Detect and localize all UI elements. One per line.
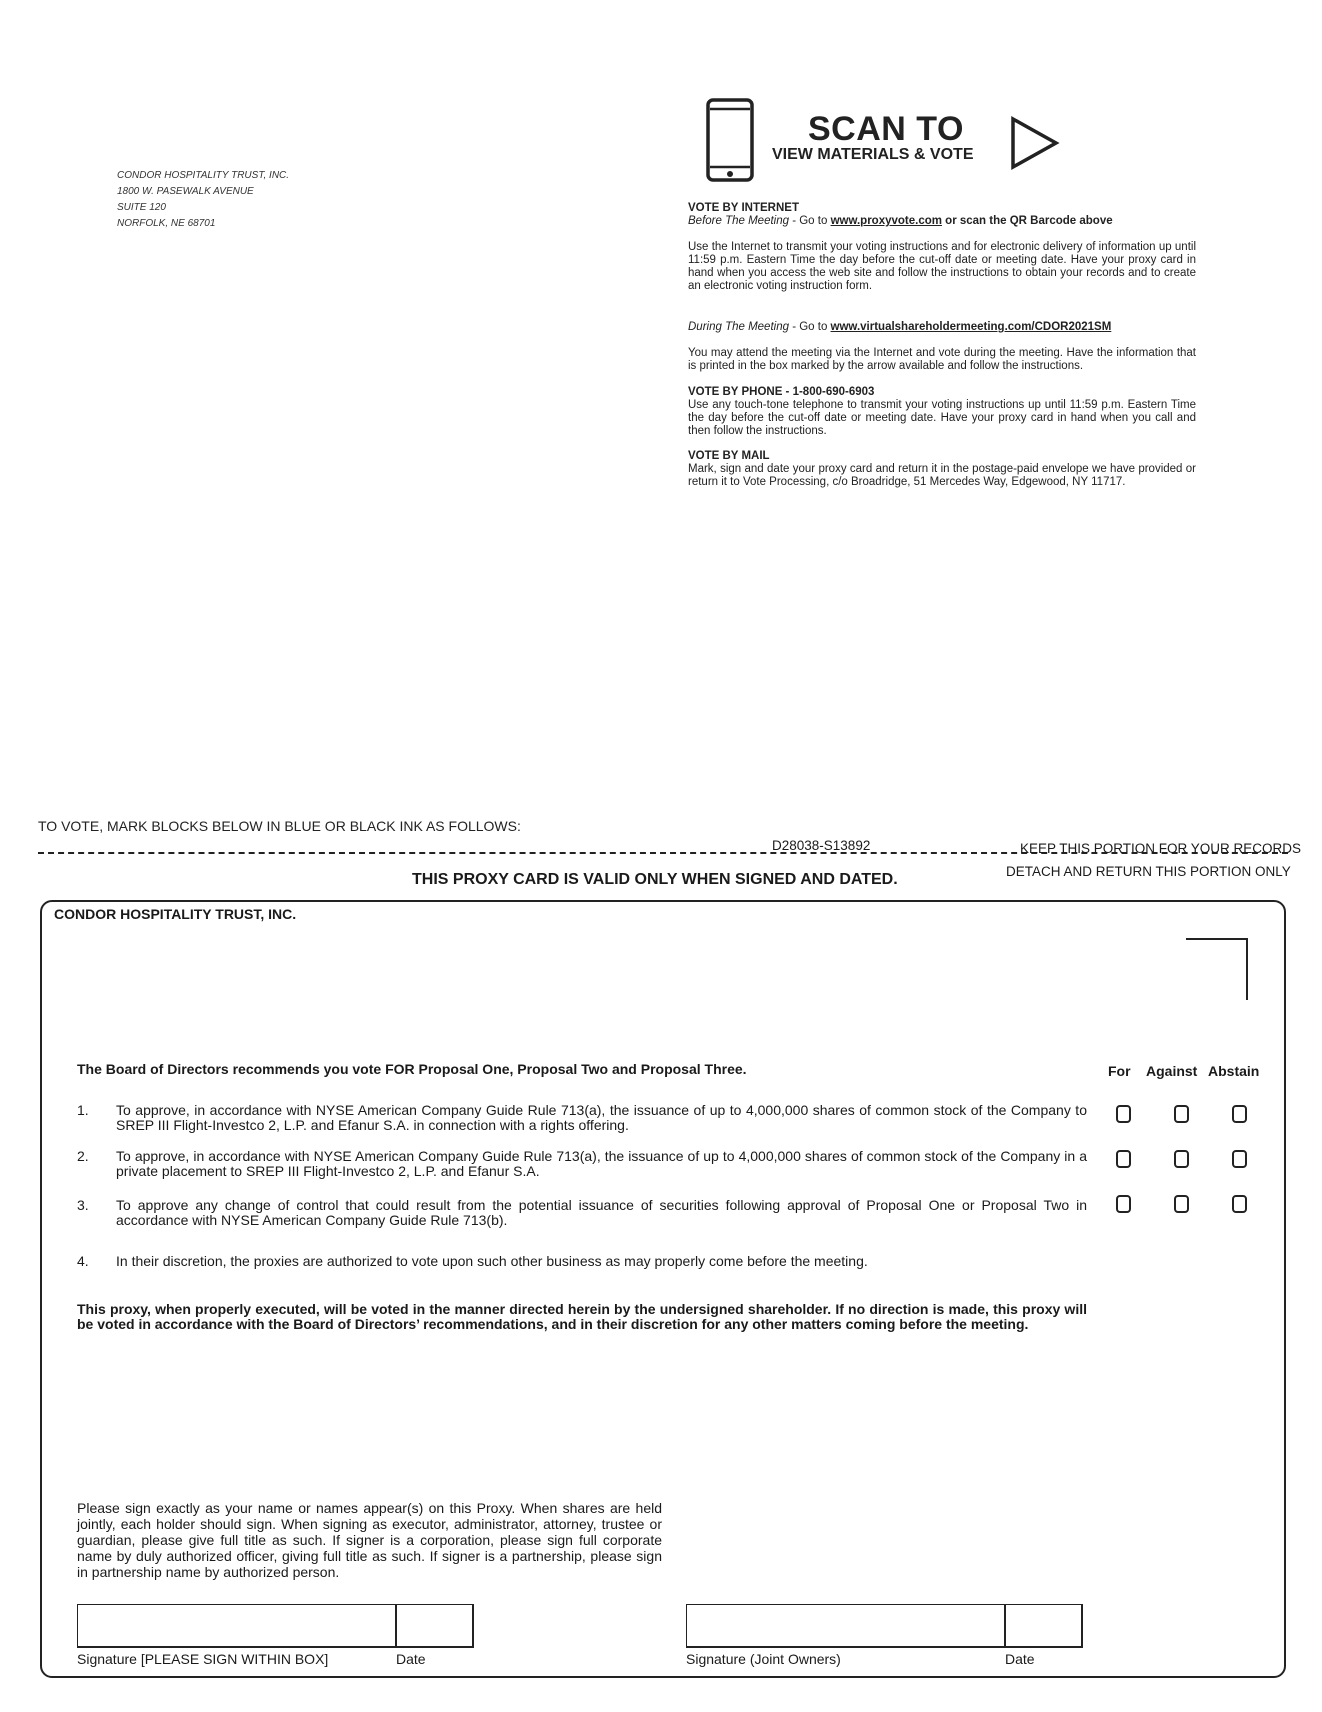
date-box[interactable] xyxy=(396,1604,474,1648)
during-meeting-label: During The Meeting xyxy=(688,321,789,333)
board-recommendation: The Board of Directors recommends you vote FOR Proposal One, Proposal Two and Proposal Three. xyxy=(77,1061,747,1077)
joint-date-box[interactable] xyxy=(1005,1604,1083,1648)
phone-heading: VOTE BY PHONE - 1-800-690-6903 xyxy=(688,386,875,398)
proposal-text: To approve any change of control that could result from the potential issuance of securities following approval of Proposal One or Proposal Two in accordance with NYSE American Company Guide Rule 713(b). xyxy=(116,1197,1087,1228)
proposal-number: 2. xyxy=(77,1148,89,1164)
proposal-3-against-checkbox[interactable] xyxy=(1174,1195,1189,1213)
play-arrow-icon xyxy=(1010,116,1060,170)
joint-signature-box[interactable] xyxy=(686,1604,1006,1648)
during-goto: - Go to xyxy=(789,321,831,333)
qr-note: or scan the QR Barcode above xyxy=(941,215,1113,227)
address-line-1: CONDOR HOSPITALITY TRUST, INC. xyxy=(117,170,290,181)
before-meeting-line xyxy=(688,215,1196,228)
proposal-3-for-checkbox[interactable] xyxy=(1116,1195,1131,1213)
proposal-text: To approve, in accordance with NYSE American Company Guide Rule 713(a), the issuance of up to 4,000,000 shares of common stock of the Company to SREP III Flight-Investco 2, L.P. and Efanur S.A. in connection with a rights offering. xyxy=(116,1102,1087,1133)
proposal-text: To approve, in accordance with NYSE American Company Guide Rule 713(a), the issuance of up to 4,000,000 shares of common stock of the Company in a private placement to SREP III Flight-Investco 2, L.P. and Efanur S.A. xyxy=(116,1148,1087,1179)
column-for: For xyxy=(1108,1063,1131,1079)
valid-notice: THIS PROXY CARD IS VALID ONLY WHEN SIGNED AND DATED. xyxy=(412,871,898,888)
signature-box[interactable] xyxy=(77,1604,397,1648)
keep-portion-label: KEEP THIS PORTION FOR YOUR RECORDS xyxy=(1020,841,1302,856)
address-line-4: NORFOLK, NE 68701 xyxy=(117,218,216,229)
column-against: Against xyxy=(1146,1063,1198,1079)
proposal-1-against-checkbox[interactable] xyxy=(1174,1105,1189,1123)
address-line-2: 1800 W. PASEWALK AVENUE xyxy=(117,186,254,197)
before-meeting-body: Use the Internet to transmit your voting instructions and for electronic delivery of information up until 11:59 p.m. Eastern Time the day before the cut-off date or meeting date. Have your proxy card in hand when you access the web site and follow the instructions to obtain your records and to create an electronic voting instruction form. xyxy=(688,241,1196,292)
signing-instructions: Please sign exactly as your name or names appear(s) on this Proxy. When shares are held jointly, each holder should sign. When signing as executor, administrator, attorney, trustee or guardian, please give full title as such. If signer is a corporation, please sign full corporate name by duly authorized officer, giving full title as such. If signer is a partnership, please sign in partnership name by authorized person. xyxy=(77,1500,662,1580)
proposal-1-for-checkbox[interactable] xyxy=(1116,1105,1131,1123)
joint-signature-label: Signature (Joint Owners) xyxy=(686,1651,841,1667)
before-goto: - Go to xyxy=(789,215,831,227)
smartphone-icon xyxy=(706,98,754,182)
during-meeting-line xyxy=(688,321,1196,334)
proxy-disclaimer: This proxy, when properly executed, will be voted in the manner directed herein by the undersigned shareholder. If no direction is made, this proxy will be voted in accordance with the Board of Directors’ recommendations, and in their discretion for any other matters coming before the meeting. xyxy=(77,1301,1087,1332)
proposal-2-against-checkbox[interactable] xyxy=(1174,1150,1189,1168)
date-label: Date xyxy=(396,1651,426,1667)
control-code: D28038-S13892 xyxy=(772,838,871,853)
proposal-2-for-checkbox[interactable] xyxy=(1116,1150,1131,1168)
proposal-4 xyxy=(77,1254,1087,1269)
proposal-text: In their discretion, the proxies are authorized to vote upon such other business as may properly come before the meeting. xyxy=(116,1253,868,1269)
proposal-2-abstain-checkbox[interactable] xyxy=(1232,1150,1247,1168)
proposal-number: 1. xyxy=(77,1102,89,1118)
scan-subtitle: VIEW MATERIALS & VOTE xyxy=(772,146,974,163)
phone-body: Use any touch-tone telephone to transmit your voting instructions up until 11:59 p.m. Eastern Time the day before the cut-off date or meeting date. Have your proxy card in hand when you call and then follow the instructions. xyxy=(688,399,1196,437)
return-address xyxy=(117,168,289,232)
joint-date-label: Date xyxy=(1005,1651,1035,1667)
proposal-1 xyxy=(77,1103,1087,1133)
proposal-number: 3. xyxy=(77,1197,89,1213)
column-abstain: Abstain xyxy=(1208,1063,1260,1079)
detach-portion-label: DETACH AND RETURN THIS PORTION ONLY xyxy=(1006,864,1291,879)
address-line-3: SUITE 120 xyxy=(117,202,166,213)
virtual-meeting-link[interactable]: www.virtualshareholdermeeting.com/CDOR2021SM xyxy=(830,321,1112,333)
signature-label: Signature [PLEASE SIGN WITHIN BOX] xyxy=(77,1651,329,1667)
mark-instructions: TO VOTE, MARK BLOCKS BELOW IN BLUE OR BLACK INK AS FOLLOWS: xyxy=(38,818,521,834)
proposal-2 xyxy=(77,1149,1087,1179)
proposal-3 xyxy=(77,1198,1087,1228)
internet-heading: VOTE BY INTERNET xyxy=(688,202,799,214)
scan-title: SCAN TO xyxy=(808,110,964,148)
before-meeting-label: Before The Meeting xyxy=(688,215,790,227)
registration-corner-mark xyxy=(1186,938,1248,1000)
during-meeting-body: You may attend the meeting via the Internet and vote during the meeting. Have the information that is printed in the box marked by the arrow available and follow the instructions. xyxy=(688,347,1196,372)
proposal-1-abstain-checkbox[interactable] xyxy=(1232,1105,1247,1123)
card-company-name: CONDOR HOSPITALITY TRUST, INC. xyxy=(54,906,297,922)
mail-heading: VOTE BY MAIL xyxy=(688,450,770,462)
proposal-3-abstain-checkbox[interactable] xyxy=(1232,1195,1247,1213)
proposal-number: 4. xyxy=(77,1253,89,1269)
proxyvote-link[interactable]: www.proxyvote.com xyxy=(830,215,942,227)
voting-instructions xyxy=(688,202,1196,489)
mail-body: Mark, sign and date your proxy card and return it in the postage-paid envelope we have provided or return it to Vote Processing, c/o Broadridge, 51 Mercedes Way, Edgewood, NY 11717. xyxy=(688,463,1196,488)
